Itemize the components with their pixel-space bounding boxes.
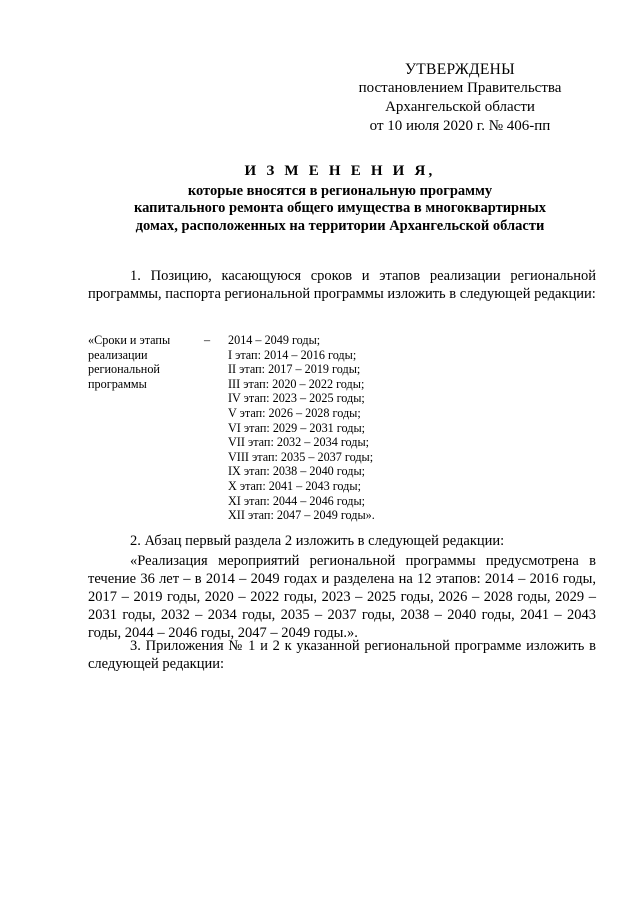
paragraph-4: 3. Приложения № 1 и 2 к указанной региональной программе изложить в следующей редакции: xyxy=(88,638,596,672)
title-line-3: домах, расположенных на территории Архангельской области xyxy=(135,217,545,234)
stage-line: II этап: 2017 – 2019 годы; xyxy=(228,362,361,377)
stage-line: VI этап: 2029 – 2031 годы; xyxy=(228,420,366,435)
terms-label-column xyxy=(88,333,198,391)
terms-dash: – xyxy=(204,333,211,347)
title-changes: И З М Е Н Е Н И Я, xyxy=(244,163,436,179)
stage-line: XII этап: 2047 – 2049 годы». xyxy=(228,508,375,523)
paragraph-3: «Реализация мероприятий региональной программы предусмотрена в течение 36 лет – в 2014 – 2049 годах и разделена на 12 этапов: 2014 – 2016 годы, 2017 – 2019 годы, 2020 – 2022 годы, 2023 – 2025 годы, 2026 – 2028 годы, 2029 – 2031 годы, 2032 – 2034 годы, 2035 – 2037 годы, 2038 – 2040 годы, 2041 – 2043 годы, 2044 – 2046 годы, 2047 – 2049 годы.». xyxy=(88,553,596,641)
stage-line: V этап: 2026 – 2028 годы; xyxy=(228,405,361,420)
stage-line: 2014 – 2049 годы; xyxy=(228,333,321,347)
approval-stamp xyxy=(340,60,580,136)
terms-label-line: «Сроки и этапы xyxy=(88,333,171,347)
approval-line-2: Архангельской области xyxy=(385,99,535,115)
title-line-1: которые вносятся в региональную программу xyxy=(187,182,493,199)
approval-line-1: постановлением Правительства xyxy=(358,80,562,96)
approval-heading: УТВЕРЖДЕНЫ xyxy=(405,61,515,78)
stage-line: VII этап: 2032 – 2034 годы; xyxy=(228,435,370,450)
terms-values-column xyxy=(228,333,608,523)
stage-line: VIII этап: 2035 – 2037 годы; xyxy=(228,449,374,464)
title-line-2: капитального ремонта общего имущества в многоквартирных xyxy=(133,200,547,216)
terms-label-line: региональной xyxy=(88,362,160,377)
paragraph-1: 1. Позицию, касающуюся сроков и этапов реализации региональной программы, паспорта региональной программы изложить в следующей редакции: xyxy=(88,268,596,302)
stage-line: I этап: 2014 – 2016 годы; xyxy=(228,347,357,362)
document-title xyxy=(70,163,610,235)
terms-label-line: программы xyxy=(88,376,147,391)
stage-line: III этап: 2020 – 2022 годы; xyxy=(228,376,365,391)
stage-line: IX этап: 2038 – 2040 годы; xyxy=(228,464,366,479)
stage-line: XI этап: 2044 – 2046 годы; xyxy=(228,493,366,508)
terms-label-line: реализации xyxy=(88,347,148,362)
paragraph-2: 2. Абзац первый раздела 2 изложить в следующей редакции: xyxy=(130,533,505,549)
stage-line: IV этап: 2023 – 2025 годы; xyxy=(228,391,365,406)
stage-line: X этап: 2041 – 2043 годы; xyxy=(228,478,361,493)
approval-line-3: от 10 июля 2020 г. № 406-пп xyxy=(369,118,551,134)
